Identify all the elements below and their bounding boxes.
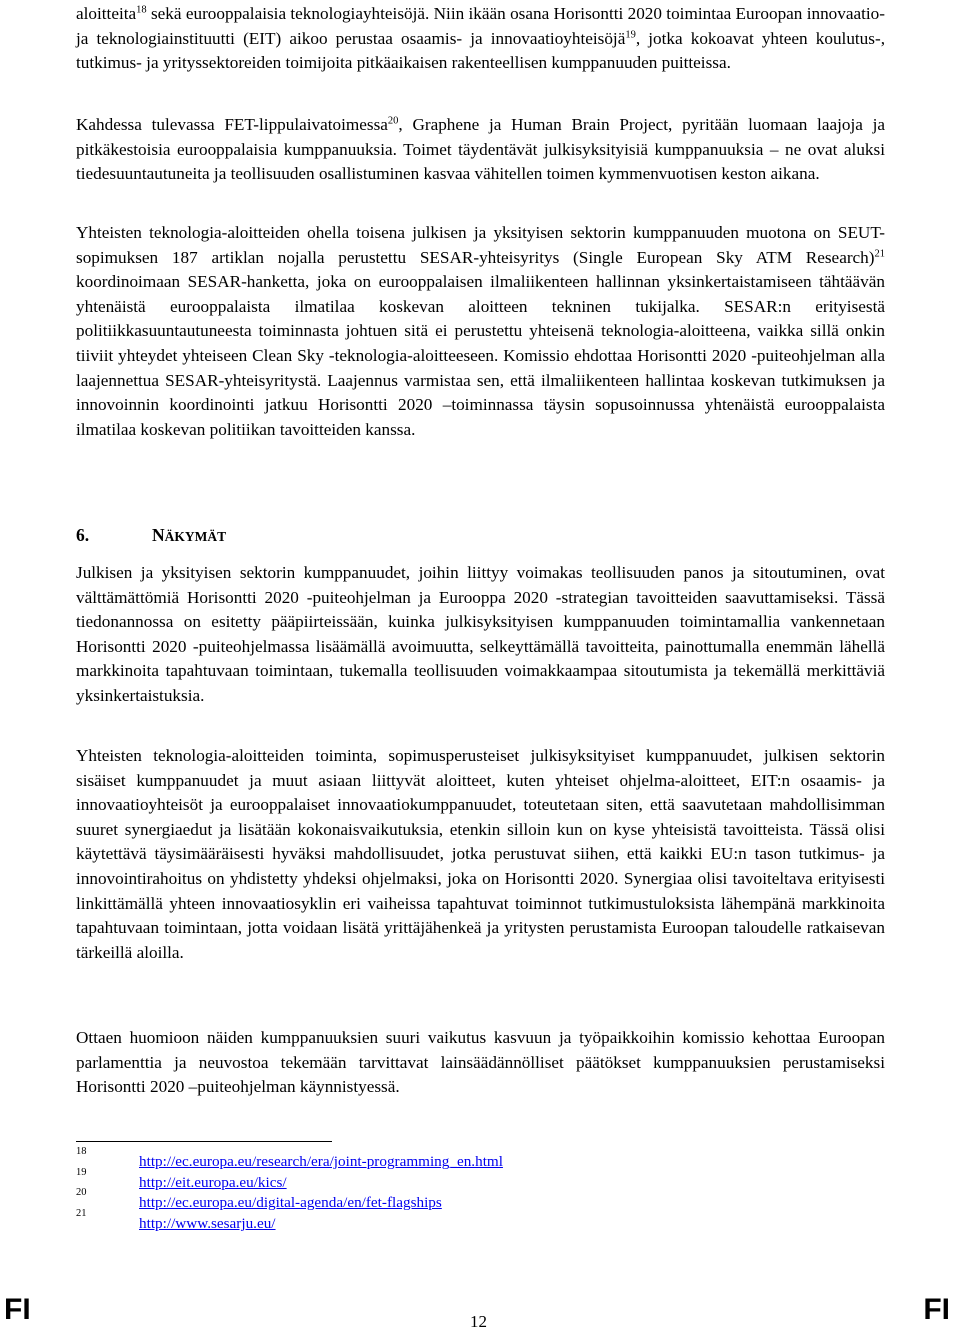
footnote-21 — [76, 1207, 776, 1233]
section-number: 6. — [76, 525, 90, 545]
section-heading — [76, 525, 226, 546]
paragraph-sesar — [76, 221, 885, 442]
footnote-link[interactable]: http://www.sesarju.eu/ — [139, 1214, 276, 1232]
footnote-link[interactable]: http://eit.europa.eu/kics/ — [139, 1173, 287, 1191]
footnote-number: 19 — [76, 1166, 87, 1178]
footnote-20 — [76, 1187, 776, 1212]
text: , jotka kokoavat yhteen koulutus-, tutkimus- ja yrityssektoreiden toimijoita pitkäaikaisen rakenteellisen kumppanuuden puitteissa. — [76, 28, 885, 73]
text: Yhteisten teknologia-aloitteiden ohella toisena julkisen ja yksityisen sektorin kumppanuuden muotona on SEUT-sopimuksen 187 artiklan nojalla perustettu SESAR-yhteisyritys (Single European Sky ATM Research) — [76, 223, 885, 267]
footnote-19 — [76, 1166, 776, 1192]
page-number: 12 — [470, 1312, 487, 1331]
footnote-number: 18 — [76, 1146, 87, 1157]
section-title-rest: ÄKYMÄT — [164, 529, 227, 544]
text: sekä eurooppalaisia teknologiayhteisöjä. Niin ikään osana Horisontti 2020 toimintaa Euroopan innovaatio- ja teknologiainstituutti (EIT) aikoo perustaa osaamis- ja innovaatioyhteisöjä — [76, 4, 885, 48]
footnote-separator — [76, 1141, 332, 1142]
footnote-ref-21[interactable]: 21 — [874, 247, 885, 259]
text: koordinoimaan SESAR-hanketta, joka on eurooppalaisen ilmaliikenteen hallinnan yksinkertaistamiseen tähtäävän yhtenäistä eurooppalaista ilmatilaa koskevan aloitteen tekninen tukijalka. SESAR:n erityisestä politiikkasuuntautuneesta toiminnasta johtuen sitä ei perustettu yhteisenä teknologia-aloitteena, vaikka sillä onkin tiiviit yhteydet yhteiseen Clean Sky -teknologia-aloitteeseen. Komissio ehdottaa Horisontti 2020 -puiteohjelman alla laajennettua SESAR-yhteisyritystä. Laajennus varmistaa sen, että ilmaliikenteen hallintaa koskevan tutkimuksen ja innovoinnin koordinointi jatkuu Horisontti 2020 –toiminnassa täysin sopusoinnussa yhtenäistä eurooppalaista ilmatilaa koskevan politiikan tavoitteiden kanssa. — [76, 272, 885, 439]
footnote-ref-20[interactable]: 20 — [387, 115, 399, 127]
paragraph-fet-flagships — [76, 113, 885, 187]
footnotes — [76, 1146, 776, 1232]
footnote-ref-18[interactable]: 18 — [136, 4, 147, 16]
text: Kahdessa tulevassa FET-lippulaivatoimessa — [76, 115, 388, 134]
footnote-number: 21 — [76, 1207, 87, 1219]
language-code-right: FI — [923, 1293, 950, 1326]
paragraph-outlook-2: Yhteisten teknologia-aloitteiden toiminta, sopimusperusteiset julkisyksityiset kumppanuudet, julkisen sektorin sisäiset kumppanuudet ja muut asiaan liittyvät aloitteet, kuten yhteiset ohjelma-aloitteet, EIT:n osaamis- ja innovaatioyhteisöt ja eurooppalaiset innovaatiokumppanuudet, toteutetaan siten, että saavutetaan mahdollisimman suuret synergiaedut ja lisätään kokonaisvaikutuksia, etenkin silloin kun on kyse yhteisistä tavoitteista. Tässä olisi käytettävä täysimääräisesti hyväksi mahdollisuudet, jotka perustuvat siihen, että kaikki EU:n tason tutkimus- ja innovointirahoitus on yhdistetty yhdeksi ohjelmaksi, joka on Horisontti 2020. Synergiaa olisi tavoiteltava erityisesti linkittämällä yhteen innovaatiosyklin eri vaiheissa tapahtuvat toiminnot tutkimustuloksista lähempänä markkinoita tapahtuvaan toimintaan, jotta voidaan lisätä yrittäjähenkeä ja yritysten perustamista Euroopan taloudelle ratkaisevan tärkeillä aloilla. — [76, 746, 885, 962]
footnote-link[interactable]: http://ec.europa.eu/research/era/joint-programming_en.html — [139, 1153, 503, 1170]
paragraph-eit-kics — [76, 2, 885, 76]
paragraph-outlook-3: Ottaen huomioon näiden kumppanuuksien suuri vaikutus kasvuun ja työpaikkoihin komissio kehottaa Euroopan parlamenttia ja neuvostoa tekemään tarvittavat lainsäädännölliset päätökset kumppanuuksien perustamiseksi Horisontti 2020 –puiteohjelman käynnistyessä. — [76, 1028, 885, 1097]
footnote-number: 20 — [76, 1187, 87, 1199]
text: aloitteita — [76, 4, 137, 23]
footnote-18 — [76, 1146, 776, 1171]
text: , Graphene ja Human Brain Project, pyritään luomaan laajoja ja pitkäkestoisia eurooppalaisia kumppanuuksia. Toimet täydentävät julkisyksityisiä kumppanuuksia – ne ovat aluksi tiedesuuntautuneita ja teollisuuden osallistuminen kasvaa vähitellen toimen kymmenvuotisen keston aikana. — [76, 115, 885, 184]
paragraph-outlook-1: Julkisen ja yksityisen sektorin kumppanuudet, joihin liittyy voimakas teollisuuden panos ja sitoutuminen, ovat välttämättömiä Horisontti 2020 -puiteohjelman ja Eurooppa 2020 -strategian tavoitteiden saavuttamiseksi. Tässä tiedonannossa on esitetty pääpiirteissään, kuinka julkisyksityisen kumppanuuden toimintamallia vankennetaan Horisontti 2020 -puiteohjelmassa lisäämällä avoimuutta, selkeyttämällä tavoitteita, painottumalla enemmän lähellä markkinoita tapahtuvaan toimintaan, tukemalla teollisuuden voimakkaampaa sitoutumista ja tekemällä merkittäviä yksinkertaistuksia. — [76, 563, 885, 705]
footnote-ref-19[interactable]: 19 — [625, 28, 636, 40]
section-title-initial: N — [152, 525, 165, 545]
footnote-link[interactable]: http://ec.europa.eu/digital-agenda/en/fet-flagships — [139, 1194, 442, 1212]
language-code-left: FI — [4, 1293, 31, 1326]
